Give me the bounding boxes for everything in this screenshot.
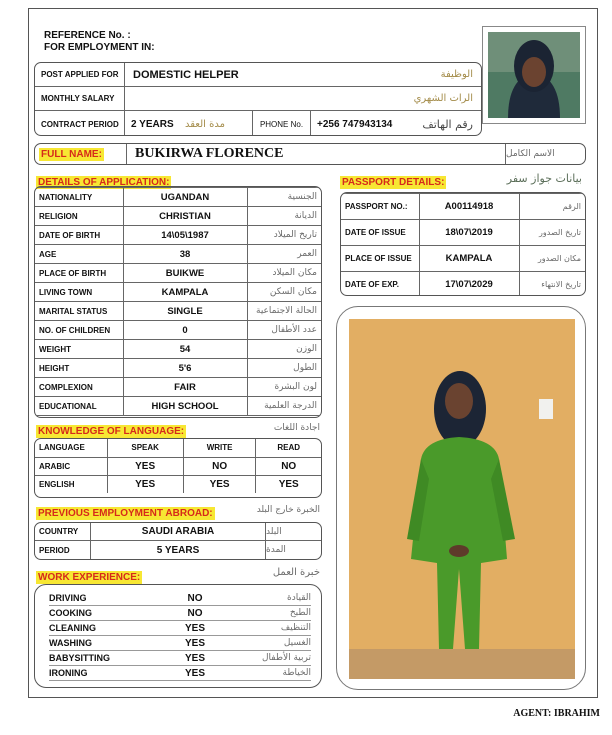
- application-row-ar: مكان الميلاد: [247, 264, 321, 283]
- contract-ar: مدة العقد: [185, 111, 253, 136]
- experience-row-ar: تربية الأطفال: [261, 653, 311, 663]
- salary-ar: الرات الشهري: [413, 93, 473, 104]
- passport-row-ar: تاريخ الصدور: [519, 220, 585, 246]
- post-ar: الوظيفة: [440, 69, 473, 80]
- application-row: [35, 188, 321, 207]
- previous-heading: PREVIOUS EMPLOYMENT ABROAD:: [38, 508, 213, 519]
- application-row-label: MARITAL STATUS: [35, 302, 123, 321]
- application-row-label: NATIONALITY: [35, 188, 123, 207]
- application-row-label: EDUCATIONAL: [35, 397, 123, 416]
- passport-row-value: 17\07\2029: [419, 272, 519, 297]
- application-row-ar: تاريخ الميلاد: [247, 226, 321, 245]
- application-row-ar: مكان السكن: [247, 283, 321, 302]
- application-row-value: CHRISTIAN: [123, 207, 247, 226]
- passport-row: [341, 272, 585, 297]
- reference-block: [44, 30, 155, 54]
- full-name-ar: الاسم الكامل: [505, 144, 585, 164]
- language-level: YES: [183, 475, 256, 493]
- experience-row-value: YES: [184, 637, 205, 649]
- experience-row-ar: القيادة: [287, 593, 311, 603]
- experience-row-value: YES: [184, 667, 205, 679]
- application-row: [35, 302, 321, 321]
- application-row-value: KAMPALA: [123, 283, 247, 302]
- application-row-ar: الحالة الاجتماعية: [247, 302, 321, 321]
- experience-row: [49, 591, 311, 606]
- passport-row-label: DATE OF ISSUE: [341, 220, 419, 246]
- passport-row-value: 18\07\2019: [419, 220, 519, 246]
- full-name-box: [34, 143, 586, 165]
- experience-heading-wrap: [36, 567, 322, 585]
- passport-heading-wrap: [340, 172, 586, 190]
- application-row-label: DATE OF BIRTH: [35, 226, 123, 245]
- language-header-row: [35, 439, 321, 457]
- passport-table: [341, 193, 585, 296]
- application-row: [35, 207, 321, 226]
- application-row-ar: الجنسية: [247, 188, 321, 207]
- application-table-box: [34, 186, 322, 418]
- phone-ar: رقم الهاتف: [422, 117, 473, 131]
- reference-label: REFERENCE No. :: [44, 30, 131, 41]
- application-row-ar: الوزن: [247, 340, 321, 359]
- application-row: [35, 340, 321, 359]
- fullbody-photo: [349, 319, 575, 679]
- language-name: ENGLISH: [35, 475, 107, 493]
- country-label: COUNTRY: [35, 523, 91, 540]
- application-heading: DETAILS OF APPLICATION:: [38, 177, 170, 188]
- application-row: [35, 245, 321, 264]
- application-row-ar: عدد الأطفال: [247, 321, 321, 340]
- passport-row-label: PASSPORT NO.:: [341, 194, 419, 220]
- application-row-label: LIVING TOWN: [35, 283, 123, 302]
- passport-row-value: KAMPALA: [419, 246, 519, 272]
- application-row: [35, 359, 321, 378]
- experience-row: [49, 666, 311, 681]
- application-row-value: 38: [123, 245, 247, 264]
- application-row-value: 5'6: [123, 359, 247, 378]
- application-row-value: HIGH SCHOOL: [123, 397, 247, 416]
- previous-heading-wrap: [36, 503, 322, 521]
- contract-value: 2 YEARS: [131, 118, 174, 130]
- agent-label: AGENT: IBRAHIM: [513, 708, 600, 719]
- headshot-frame: [482, 26, 586, 124]
- language-header-cell: WRITE: [183, 439, 256, 457]
- application-row-ar: لون البشرة: [247, 378, 321, 397]
- application-row-label: PLACE OF BIRTH: [35, 264, 123, 283]
- passport-heading: PASSPORT DETAILS:: [342, 177, 445, 188]
- application-row-label: NO. OF CHILDREN: [35, 321, 123, 340]
- post-box: [34, 62, 482, 136]
- language-header-cell: LANGUAGE: [35, 439, 107, 457]
- post-label: POST APPLIED FOR: [35, 63, 125, 86]
- passport-row-ar: تاريخ الانتهاء: [519, 272, 585, 297]
- experience-heading: WORK EXPERIENCE:: [38, 572, 141, 583]
- language-table: [35, 439, 321, 493]
- period-value: 5 YEARS: [156, 544, 200, 556]
- fullbody-frame: [336, 306, 586, 690]
- language-row: [35, 457, 321, 475]
- application-row-value: BUIKWE: [123, 264, 247, 283]
- application-row-label: COMPLEXION: [35, 378, 123, 397]
- application-table: [35, 187, 321, 416]
- passport-heading-ar: بيانات جواز سفر: [506, 172, 582, 185]
- experience-heading-ar: خبرة العمل: [272, 567, 320, 578]
- experience-row-value: YES: [184, 622, 205, 634]
- language-level: YES: [107, 457, 183, 475]
- period-ar: المدة: [265, 541, 321, 559]
- application-row-label: RELIGION: [35, 207, 123, 226]
- experience-row: [49, 651, 311, 666]
- experience-row-label: DRIVING: [49, 593, 87, 603]
- application-row-label: AGE: [35, 245, 123, 264]
- experience-box: [34, 584, 322, 688]
- application-row: [35, 397, 321, 416]
- application-row-ar: الدرجة العلمية: [247, 397, 321, 416]
- experience-row-ar: الخياطة: [282, 668, 311, 678]
- passport-row-value: A00114918: [419, 194, 519, 220]
- employment-label: FOR EMPLOYMENT IN:: [44, 42, 155, 53]
- application-row: [35, 321, 321, 340]
- language-level: NO: [256, 457, 321, 475]
- application-row: [35, 378, 321, 397]
- phone-value: +256 747943134: [317, 118, 393, 130]
- language-header-cell: SPEAK: [107, 439, 183, 457]
- experience-row-value: NO: [187, 592, 203, 604]
- full-name-label: FULL NAME:: [41, 148, 102, 160]
- passport-row: [341, 194, 585, 220]
- language-level: YES: [256, 475, 321, 493]
- experience-row-ar: التنظيف: [280, 623, 311, 633]
- language-heading: KNOWLEDGE OF LANGUAGE:: [38, 426, 185, 437]
- application-row-value: 14\05\1987: [123, 226, 247, 245]
- passport-row-label: PLACE OF ISSUE: [341, 246, 419, 272]
- experience-row: [49, 636, 311, 651]
- passport-row-label: DATE OF EXP.: [341, 272, 419, 297]
- phone-label: PHONE No.: [253, 111, 311, 136]
- application-row-ar: الطول: [247, 359, 321, 378]
- previous-heading-ar: الخبرة خارج البلد: [256, 505, 320, 515]
- experience-row-value: NO: [187, 607, 203, 619]
- passport-row: [341, 246, 585, 272]
- experience-row-label: IRONING: [49, 668, 88, 678]
- application-row-value: 54: [123, 340, 247, 359]
- language-table-box: [34, 438, 322, 498]
- passport-row: [341, 220, 585, 246]
- application-row-value: SINGLE: [123, 302, 247, 321]
- application-row: [35, 226, 321, 245]
- period-label: PERIOD: [35, 541, 91, 559]
- application-row-value: UGANDAN: [123, 188, 247, 207]
- headshot-photo: [488, 32, 580, 118]
- experience-row-value: YES: [184, 652, 205, 664]
- language-header-cell: READ: [256, 439, 321, 457]
- application-row: [35, 283, 321, 302]
- full-name-value: BUKIRWA FLORENCE: [135, 146, 284, 161]
- language-heading-wrap: [36, 421, 322, 439]
- language-level: NO: [183, 457, 256, 475]
- application-row-value: 0: [123, 321, 247, 340]
- language-name: ARABIC: [35, 457, 107, 475]
- passport-row-ar: الرقم: [519, 194, 585, 220]
- country-value: SAUDI ARABIA: [141, 526, 215, 537]
- language-level: YES: [107, 475, 183, 493]
- experience-row-label: COOKING: [49, 608, 93, 618]
- experience-row: [49, 606, 311, 621]
- experience-row-label: BABYSITTING: [49, 653, 111, 663]
- passport-table-box: [340, 192, 586, 296]
- contract-label: CONTRACT PERIOD: [35, 111, 125, 136]
- country-ar: البلد: [265, 523, 321, 540]
- experience-row-label: CLEANING: [49, 623, 96, 633]
- passport-row-ar: مكان الصدور: [519, 246, 585, 272]
- application-row-ar: العمر: [247, 245, 321, 264]
- application-row: [35, 264, 321, 283]
- application-row-ar: الديانة: [247, 207, 321, 226]
- application-row-label: WEIGHT: [35, 340, 123, 359]
- experience-row-ar: الغسيل: [283, 638, 311, 648]
- experience-row-label: WASHING: [49, 638, 93, 648]
- post-value: DOMESTIC HELPER: [133, 68, 239, 81]
- previous-table-box: [34, 522, 322, 560]
- salary-label: MONTHLY SALARY: [35, 87, 125, 110]
- language-row: [35, 475, 321, 493]
- application-row-value: FAIR: [123, 378, 247, 397]
- application-row-label: HEIGHT: [35, 359, 123, 378]
- language-heading-ar: اجادة اللغات: [273, 423, 320, 433]
- experience-row-ar: الطبخ: [289, 608, 311, 618]
- experience-row: [49, 621, 311, 636]
